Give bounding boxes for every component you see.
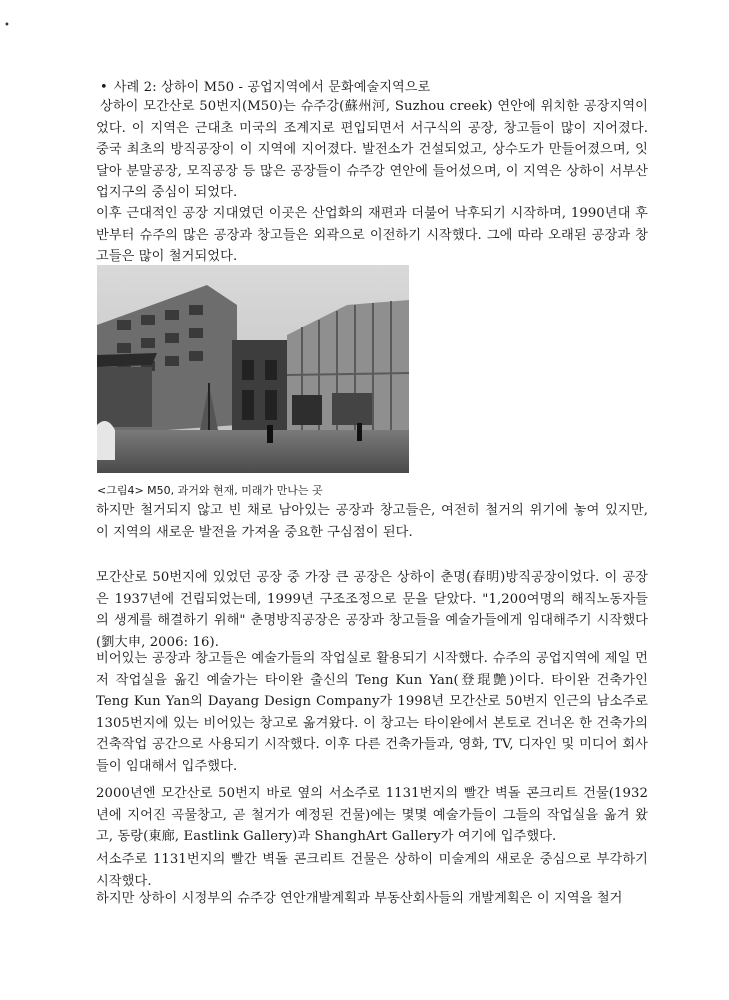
scan-speck: • — [4, 20, 10, 31]
section-heading — [100, 76, 430, 95]
heading-text: 사례 2: 상하이 M50 - 공업지역에서 문화예술지역으로 — [113, 80, 431, 95]
paragraph-1: 상하이 모간산로 50번지(M50)는 슈주강(蘇州河, Suzhou creek) 연안에 위치한 공장지역이었다. 이 지역은 근대초 미국의 조계지로 편입되면서 서구식의 공장, 창고들이 많이 지어졌다. 중국 최초의 방직공장이 이 지역에 지어졌다. 발전소가 건설되었고, 상수도가 만들어졌으며, 잇달아 분말공장, 모직공장 등 많은 공장들이 슈주강 연안에 들어섰으며, 이 지역은 상하이 서부산업지구의 중심이 되었다. — [96, 99, 648, 200]
paragraph-4: 모간산로 50번지에 있었던 공장 중 가장 큰 공장은 상하이 춘명(春明)방직공장이었다. 이 공장은 1937년에 건립되었는데, 1999년 구조조정으로 문을 닫았다. "1,200여명의 해직노동자들의 생계를 해결하기 위해" 춘명방직공장은 공장과 창고들을 예술가들에게 임대해주기 시작했다(劉大申, 2006: 16). — [96, 570, 648, 650]
paragraph-3: 하지만 철거되지 않고 빈 채로 남아있는 공장과 창고들은, 여전히 철거의 위기에 놓여 있지만, 이 지역의 새로운 발전을 가져올 중요한 구심점이 된다. — [96, 503, 648, 540]
paragraph-7: 서소주로 1131번지의 빨간 벽돌 콘크리트 건물은 상하이 미술계의 새로운 중심으로 부각하기 시작했다. — [96, 852, 648, 889]
figure-caption: <그림4> M50, 과거와 현재, 미래가 만나는 곳 — [97, 484, 323, 497]
paragraph-8: 하지만 상하이 시정부의 슈주강 연안개발계획과 부동산회사들의 개발계획은 이 지역을 철거 — [96, 891, 623, 906]
paragraph-5: 비어있는 공장과 창고들은 예술가들의 작업실로 활용되기 시작했다. 슈주의 공업지역에 제일 먼저 작업실을 옮긴 예술가는 타이완 출신의 Teng Kun Yan(登琨艶)이다. 타이완 건축가인 Teng Kun Yan의 Dayang Design Company가 1998년 모간산로 50번지 인근의 남소주로 1305번지에 있는 비어있는 창고로 옮겨왔다. 이 창고는 타이완에서 본토로 건너온 한 건축가의 건축작업 공간으로 사용되기 시작했다. 이후 다른 건축가들과, 영화, TV, 디자인 및 미디어 회사들이 임대해서 입주했다. — [96, 651, 648, 774]
heading-bullet: • — [100, 80, 108, 95]
paragraph-6: 2000년엔 모간산로 50번지 바로 옆의 서소주로 1131번지의 빨간 벽돌 콘크리트 건물(1932년에 지어진 곡물창고, 곧 철거가 예정된 건물)에는 몇몇 예술가들이 그들의 작업실을 옮겨 왔고, 동랑(東廊, Eastlink Gallery)과 ShanghArt Gallery가 여기에 입주했다. — [96, 786, 648, 844]
m50-photo — [97, 265, 409, 473]
paragraph-2: 이후 근대적인 공장 지대였던 이곳은 산업화의 재편과 더불어 낙후되기 시작하며, 1990년대 후반부터 슈주의 많은 공장과 창고들은 외곽으로 이전하기 시작했다. 그에 따라 오래된 공장과 창고들은 많이 철거되었다. — [96, 206, 648, 264]
